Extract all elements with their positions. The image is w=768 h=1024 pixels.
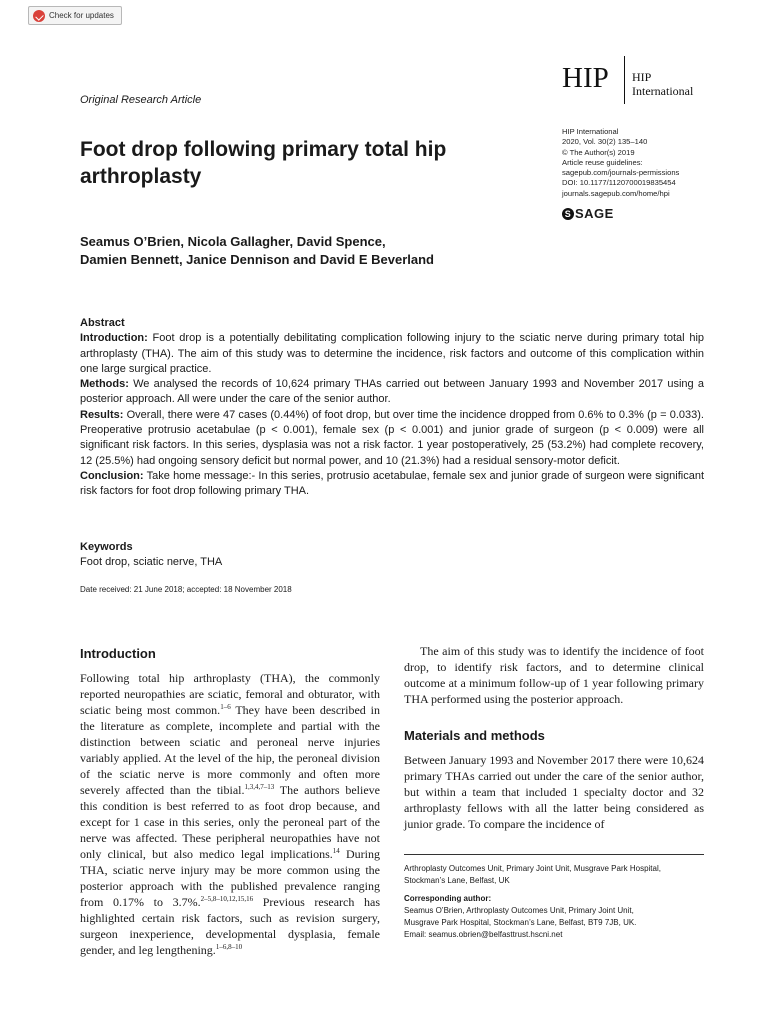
meta-reuse: Article reuse guidelines: (562, 157, 643, 167)
introduction-body (80, 670, 380, 958)
check-for-updates-button[interactable] (28, 6, 122, 25)
meta-doi[interactable]: DOI: 10.1177/1120700019835454 (562, 178, 676, 188)
logo-abbrev: HIP (562, 62, 609, 94)
keywords (80, 540, 222, 570)
corresponding-email[interactable]: Email: seamus.obrien@belfasttrust.hscni.net (404, 930, 563, 939)
intro-text-5: Previous research has highlighted certain risk factors, such as revision surgery, surgeon inexperience, developmental dysplasia, female gender, and leg lengthening. (80, 895, 380, 957)
meta-volume: 2020, Vol. 30(2) 135–140 (562, 137, 648, 147)
abstract-intro-label: Introduction: (80, 332, 148, 345)
logo-name-line1: HIP (632, 70, 652, 84)
abstract-intro-text: Foot drop is a potentially debilitating complication following injury to the sciatic nerve during primary total hip arthroplasty (THA). The aim of this study was to determine the incidence, risk factors and outcome of this complication within one large surgical practice. (80, 332, 704, 375)
logo-name (632, 70, 693, 98)
methods-body (404, 752, 704, 832)
logo-name-line2: International (632, 84, 694, 98)
affiliation-footnote (404, 863, 704, 941)
sage-s-icon: S (562, 208, 574, 220)
citation-ref[interactable]: 1–6,8–10 (215, 943, 243, 951)
abstract-results-text: Overall, there were 47 cases (0.44%) of foot drop, but over time the incidence dropped from 0.6% to 0.3% (p = 0.033). Preoperative protrusio acetabulae (p < 0.001), female sex (p < 0.001) and junior grade of surgeon (p < 0.009) were all significant risk factors. In this series, dysplasia was not a risk factor. 1 year postoperatively, 25 (53.2%) had complete recovery, 12 (25.5%) had ongoing sensory deficit but normal power, and 10 (21.3%) had a residual sensory-motor deficit. (80, 408, 704, 467)
check-updates-label: Check for updates (49, 11, 114, 20)
abstract-conclusion-label: Conclusion: (80, 469, 144, 482)
publisher-logo (562, 206, 614, 221)
meta-permissions-link[interactable]: sagepub.com/journals-permissions (562, 168, 680, 178)
article-title: Foot drop following primary total hip arthroplasty (80, 138, 447, 188)
intro-text-1: Following total hip arthroplasty (THA), the commonly reported neuropathies are sciatic, femoral and obturator, with sciatic being most common. (80, 671, 380, 717)
methods-heading: Materials and methods (404, 728, 545, 743)
corresponding-line1: Seamus O’Brien, Arthroplasty Outcomes Unit, Primary Joint Unit, (404, 906, 634, 915)
abstract-introduction (80, 331, 704, 377)
author-list (80, 233, 550, 269)
abstract-methods-text: We analysed the records of 10,624 primary THAs carried out between January 1993 and November 2017 using a posterior approach. All were under the care of the senior author. (80, 378, 704, 406)
abstract-methods-label: Methods: (80, 378, 129, 391)
publisher-name: SAGE (575, 206, 614, 221)
abstract-conclusion (80, 469, 704, 500)
aim-paragraph: The aim of this study was to identify the incidence of foot drop, to identify risk factors, and to determine clinical outcome at a minimum follow-up of 1 year following primary THA performed using the posterior approach. (404, 644, 704, 706)
aim-body (404, 643, 704, 707)
article-type: Original Research Article (80, 94, 202, 106)
abstract (80, 316, 704, 500)
intro-text-4: During THA, sciatic nerve injury may be more common using the posterior approach with the published prevalence ranging from 0.17% to 3.7%. (80, 847, 381, 909)
introduction-paragraph (80, 670, 380, 958)
logo-divider (624, 56, 625, 104)
keywords-heading: Keywords (80, 541, 133, 553)
keywords-text: Foot drop, sciatic nerve, THA (80, 556, 223, 568)
intro-text-2: They have been described in the literature as complete, incomplete and partial with the distinction between sciatic and peroneal nerve injuries variably applied. At the level of the hip, the peroneal division of the sciatic nerve is more commonly and often more severely affected than the tibial. (80, 703, 380, 797)
journal-meta (562, 127, 679, 199)
introduction-heading: Introduction (80, 646, 156, 661)
abstract-heading: Abstract (80, 317, 125, 329)
meta-homepage-link[interactable]: journals.sagepub.com/home/hpi (562, 188, 670, 198)
footnote-divider (404, 854, 704, 855)
authors-line2: Damien Bennett, Janice Dennison and David E Beverland (80, 252, 434, 267)
authors-line1: Seamus O’Brien, Nicola Gallagher, David Spence, (80, 234, 386, 249)
citation-ref[interactable]: 1–6 (220, 703, 231, 711)
citation-ref[interactable]: 14 (332, 847, 340, 855)
abstract-results (80, 408, 704, 469)
meta-copyright: © The Author(s) 2019 (562, 147, 635, 157)
journal-logo (562, 56, 712, 106)
abstract-results-label: Results: (80, 408, 124, 421)
methods-paragraph: Between January 1993 and November 2017 there were 10,624 primary THAs carried out under the care of the senior author, but within a team that included 1 specialty doctor and 32 arthroplasty fellows with all the latter being considered as junior grade. To compare the incidence of (404, 753, 704, 831)
meta-journal: HIP International (562, 127, 619, 136)
date-received: Date received: 21 June 2018; accepted: 18 November 2018 (80, 585, 292, 594)
corresponding-line2: Musgrave Park Hospital, Stockman’s Lane, Belfast, BT9 7JB, UK. (404, 918, 637, 927)
abstract-methods (80, 377, 704, 408)
corresponding-heading: Corresponding author: (404, 894, 492, 903)
check-updates-icon (33, 10, 45, 22)
intro-text-3: The authors believe this condition is best referred to as foot drop because, and except for 1 case in this series, only the peroneal part of the nerve was affected. These peripheral neuropathies have not only clinical, but also medico legal implications. (80, 783, 380, 861)
abstract-conclusion-text: Take home message:- In this series, protrusio acetabulae, female sex and junior grade of surgeon were significant risk factors for foot drop following primary THA. (80, 469, 704, 498)
citation-ref[interactable]: 1,3,4,7–13 (244, 783, 275, 791)
affiliation-text: Arthroplasty Outcomes Unit, Primary Joint Unit, Musgrave Park Hospital, Stockman’s Lane, Belfast, UK (404, 864, 661, 885)
citation-ref[interactable]: 2–5,8–10,12,15,16 (200, 895, 254, 903)
